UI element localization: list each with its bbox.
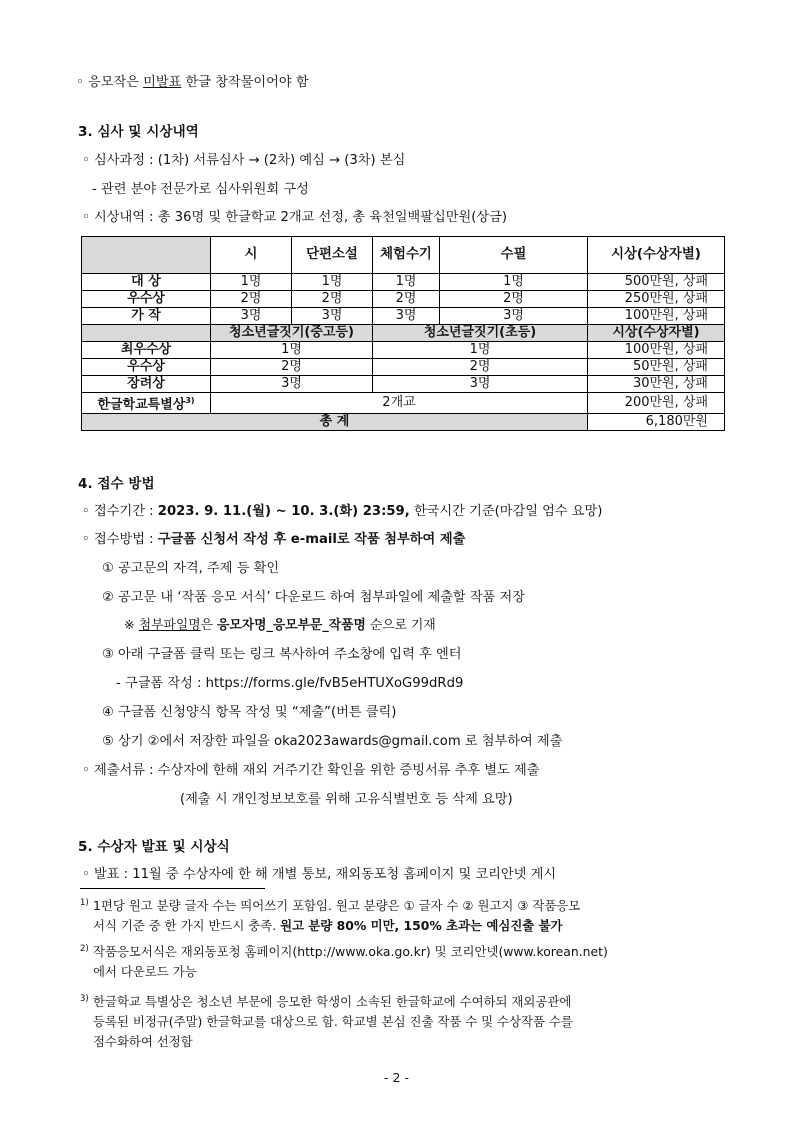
table-row [82, 308, 725, 325]
row-label: 가 작 [82, 308, 211, 325]
cell: 2명 [373, 291, 440, 308]
row-label: 대 상 [82, 274, 211, 291]
table-row [82, 393, 725, 414]
eligibility-bullet: ◦ 응모작은 미발표 한글 창작물이어야 함 [76, 75, 309, 90]
prize-cell: 30만원, 상패 [588, 376, 725, 393]
table-row [82, 291, 725, 308]
cell: 2명 [211, 291, 292, 308]
table-row [82, 376, 725, 393]
total-row [82, 414, 725, 431]
cell: 3명 [292, 308, 373, 325]
cell: 2개교 [211, 393, 588, 414]
row-label: 우수상 [82, 359, 211, 376]
header-youth-elementary: 청소년글짓기(초등) [373, 325, 588, 342]
award-table [81, 236, 725, 431]
cell: 3명 [373, 376, 588, 393]
cell: 3명 [373, 308, 440, 325]
step-2: ② 공고문 내 ‘작품 응모 서식’ 다운로드 하여 첨부파일에 제출할 작품 저장 [102, 590, 526, 605]
review-committee: - 관련 분야 전문가로 심사위원회 구성 [92, 182, 309, 197]
row-label: 한글학교특별상$^{3)}$ [82, 393, 211, 414]
step-5: ⑤ 상기 ②에서 저장한 파일을 oka2023awards@gmail.com 로 첨부하여 제출 [102, 734, 563, 749]
prize-cell: 500만원, 상패 [588, 274, 725, 291]
prize-cell: 200만원, 상패 [588, 393, 725, 414]
total-label: 총 계 [82, 414, 588, 431]
row-label: 장려상 [82, 376, 211, 393]
table-row [82, 359, 725, 376]
footnote-3: 3) 한글학교 특별상은 청소년 부문에 응모한 학생이 소속된 한글학교에 수여하되 재외공관에 등록된 비정규(주말) 한글학교를 대상으로 함. 학교별 본심 진출 작품 수 및 수상작품 수를 점수화하여 선정함 [80, 994, 573, 1049]
prize-cell: 50만원, 상패 [588, 359, 725, 376]
youth-header-blank [82, 325, 211, 342]
header-poem: 시 [211, 237, 292, 274]
cell: 1명 [373, 342, 588, 359]
header-short-story: 단편소설 [292, 237, 373, 274]
row-label: 우수상 [82, 291, 211, 308]
total-value: 6,180만원 [588, 414, 725, 431]
cell: 1명 [440, 274, 588, 291]
cell: 2명 [211, 359, 373, 376]
header-youth-prize: 시상(수상자별) [588, 325, 725, 342]
cell: 1명 [373, 274, 440, 291]
cell: 1명 [211, 342, 373, 359]
required-documents: ◦ 제출서류 : 수상자에 한해 재외 거주기간 확인을 위한 증빙서류 추후 별도 제출 [82, 763, 540, 778]
header-prize: 시상(수상자별) [588, 237, 725, 274]
filename-note: ※ 첨부파일명은 응모자명_응모부문_작품명 순으로 기재 [124, 618, 436, 633]
header-blank [82, 237, 211, 274]
step-4: ④ 구글폼 신청양식 항목 작성 및 “제출”(버튼 클릭) [102, 705, 397, 720]
header-memoir: 체험수기 [373, 237, 440, 274]
section3-title: 3. 심사 및 시상내역 [78, 124, 199, 140]
cell: 3명 [211, 376, 373, 393]
page-number: - 2 - [384, 1070, 409, 1085]
section5-title: 5. 수상자 발표 및 시상식 [78, 839, 230, 855]
cell: 2명 [373, 359, 588, 376]
review-process: ◦ 심사과정 : (1차) 서류심사 → (2차) 예심 → (3차) 본심 [82, 153, 406, 168]
table-row [82, 342, 725, 359]
table-header-row [82, 237, 725, 274]
announcement: ◦ 발표 : 11월 중 수상자에 한 해 개별 통보, 재외동포청 홈페이지 및 코리안넷 게시 [82, 867, 557, 882]
prize-cell: 100만원, 상패 [588, 308, 725, 325]
header-youth-secondary: 청소년글짓기(중고등) [211, 325, 373, 342]
cell: 1명 [292, 274, 373, 291]
submission-method: ◦ 접수방법 : 구글폼 신청서 작성 후 e-mail로 작품 첨부하여 제출 [82, 532, 466, 547]
step-1: ① 공고문의 자격, 주제 등 확인 [102, 561, 280, 576]
youth-header-row [82, 325, 725, 342]
cell: 3명 [440, 308, 588, 325]
cell: 3명 [211, 308, 292, 325]
footnote-divider [80, 888, 265, 889]
cell: 1명 [211, 274, 292, 291]
header-essay: 수필 [440, 237, 588, 274]
cell: 2명 [292, 291, 373, 308]
submission-period: ◦ 접수기간 : 2023. 9. 11.(월) ~ 10. 3.(화) 23:59, 한국시간 기준(마감일 엄수 요망) [82, 504, 603, 519]
google-form-link[interactable]: - 구글폼 작성 : https://forms.gle/fvB5eHTUXoG99dRd9 [116, 676, 464, 691]
award-summary: ◦ 시상내역 : 총 36명 및 한글학교 2개교 선정, 총 육천일백팔십만원(상금) [82, 210, 508, 225]
footnote-2: 2) 작품응모서식은 재외동포청 홈페이지(http://www.oka.go.kr) 및 코리안넷(www.korean.net) 에서 다운로드 가능 [80, 944, 608, 979]
section4-title: 4. 접수 방법 [78, 476, 155, 492]
prize-cell: 250만원, 상패 [588, 291, 725, 308]
prize-cell: 100만원, 상패 [588, 342, 725, 359]
table-row [82, 274, 725, 291]
cell: 2명 [440, 291, 588, 308]
step-3: ③ 아래 구글폼 클릭 또는 링크 복사하여 주소창에 입력 후 엔터 [102, 647, 462, 662]
row-label: 최우수상 [82, 342, 211, 359]
footnote-1: 1) 1편당 원고 분량 글자 수는 띄어쓰기 포함임. 원고 분량은 ① 글자 수 ② 원고지 ③ 작품응모 서식 기준 중 한 가지 반드시 충족. 원고 분량 80% 미만, 150% 초과는 예심진출 불가 [80, 898, 581, 933]
documents-note: (제출 시 개인정보보호를 위해 고유식별번호 등 삭제 요망) [180, 792, 513, 807]
